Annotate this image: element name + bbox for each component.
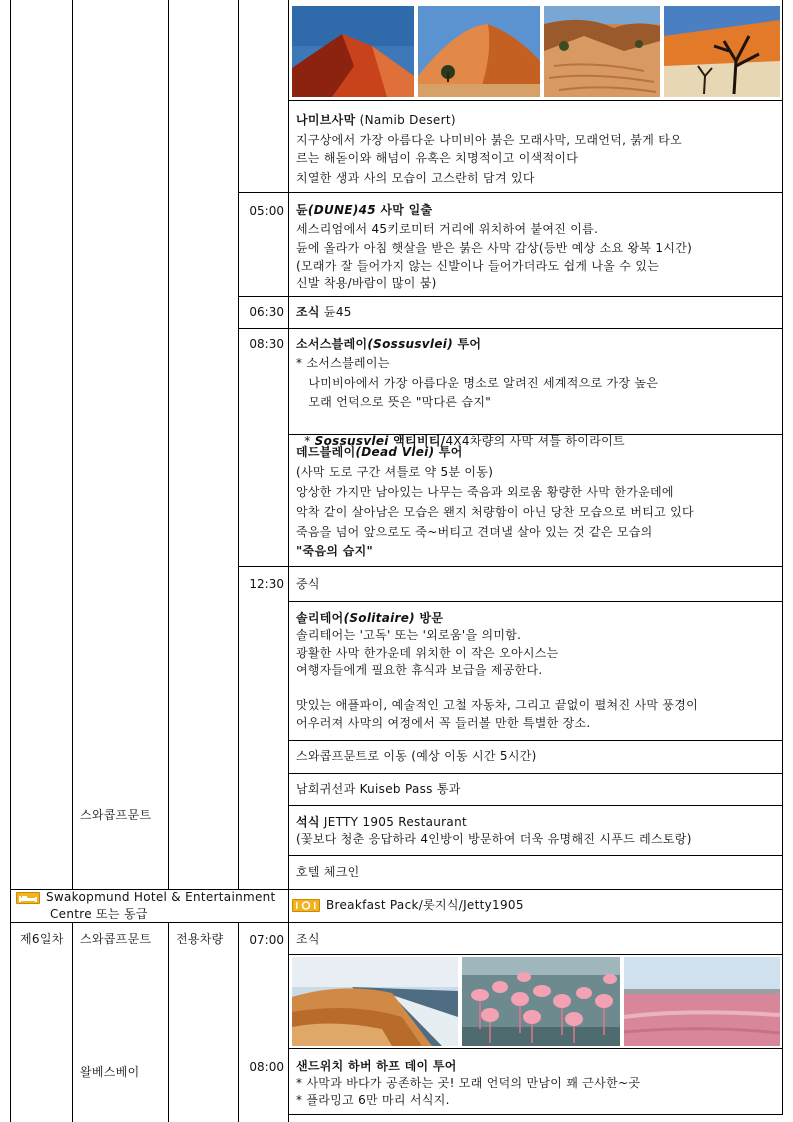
deadvlei-title-post: 투어 bbox=[434, 445, 463, 459]
row-divider bbox=[288, 773, 782, 774]
solitaire-title-post: 방문 bbox=[414, 611, 444, 625]
lunch-text: 중식 bbox=[296, 577, 320, 591]
sossusvlei-activity-desc: 4X4차량의 사막 셔틀 하이라이트 bbox=[445, 434, 625, 448]
row-divider bbox=[288, 601, 782, 602]
sossusvlei-title bbox=[296, 334, 481, 354]
flamingo-photo bbox=[462, 957, 620, 1046]
sossusvlei-title-em: (Sossusvlei) bbox=[367, 337, 453, 351]
dune45-title-pre: 듄 bbox=[296, 203, 308, 217]
city-swakopmund: 스와콥프문트 bbox=[80, 808, 152, 822]
deadvlei-title bbox=[296, 442, 463, 462]
day6-breakfast: 조식 bbox=[296, 932, 320, 946]
column-divider bbox=[72, 0, 73, 889]
solitaire-line: 솔리테어는 '고독' 또는 '외로움'을 의미함. bbox=[296, 628, 522, 642]
column-divider bbox=[168, 922, 169, 1122]
column-divider bbox=[238, 922, 239, 1122]
sossusvlei-line: 모래 언덕으로 뜻은 "막다른 습지" bbox=[296, 395, 492, 409]
day6-city: 스와콥프문트 bbox=[80, 932, 152, 946]
time-sossusvlei: 08:30 bbox=[249, 337, 284, 351]
namib-line: 르는 해돋이와 해넘이 유혹은 치명적이고 이색적이다 bbox=[296, 151, 579, 165]
sandwich-harbour-line: * 사막과 바다가 공존하는 곳! 모래 언덕의 만남이 꽤 근사한~곳 bbox=[296, 1076, 641, 1090]
dinner-label: 석식 bbox=[296, 815, 320, 829]
solitaire-line: 여행자들에게 필요한 휴식과 보급을 제공한다. bbox=[296, 663, 543, 677]
solitaire-title-pre: 솔리테어 bbox=[296, 611, 344, 625]
row-divider bbox=[288, 954, 782, 955]
sossusvlei-activity-label: 액티비티/ bbox=[388, 434, 446, 448]
namib-line: 지구상에서 가장 아름다운 나미비아 붉은 모래사막, 모래언덕, 붉게 타오 bbox=[296, 133, 683, 147]
namib-title-line bbox=[296, 110, 456, 130]
dune45-line: 듄에 올라가 아침 햇살을 받은 붉은 사막 감상(등반 예상 소요 왕복 1시간) bbox=[296, 241, 693, 255]
deadvlei-quote: "죽음의 습지" bbox=[296, 544, 374, 558]
time-lunch: 12:30 bbox=[249, 577, 284, 591]
time-dune45: 05:00 bbox=[249, 204, 284, 218]
column-divider bbox=[168, 0, 169, 889]
hotel-checkin: 호텔 체크인 bbox=[296, 865, 360, 879]
row-divider bbox=[288, 1048, 782, 1049]
row-divider bbox=[238, 566, 782, 567]
namib-title-en: (Namib Desert) bbox=[359, 113, 456, 127]
sossusvlei-line: * 소서스블레이는 bbox=[296, 356, 390, 370]
sandwich-harbour-photo bbox=[292, 957, 458, 1046]
row-divider bbox=[238, 328, 782, 329]
dune45-line: (모래가 잘 들어가지 않는 신발이나 들어가더라도 쉽게 나올 수 있는 bbox=[296, 259, 660, 273]
solitaire-line: 어우러져 사막의 여정에서 꼭 들러볼 만한 특별한 장소. bbox=[296, 716, 591, 730]
kuiseb-pass: 남회귀선과 Kuiseb Pass 통과 bbox=[296, 782, 461, 796]
row-divider bbox=[288, 100, 782, 101]
row-divider bbox=[238, 192, 782, 193]
solitaire-title-em: (Solitaire) bbox=[343, 611, 415, 625]
sossusvlei-line: 나미비아에서 가장 아름다운 명소로 알려진 세계적으로 가장 높은 bbox=[296, 376, 659, 390]
namib-photo-1 bbox=[292, 6, 414, 97]
hotel-bed-icon bbox=[16, 892, 40, 904]
row-divider bbox=[288, 740, 782, 741]
sossusvlei-title-post: 투어 bbox=[452, 337, 482, 351]
namib-photo-2 bbox=[418, 6, 540, 97]
pink-lake-photo bbox=[624, 957, 780, 1046]
time-breakfast: 06:30 bbox=[249, 305, 284, 319]
deadvlei-title-pre: 데드블레이 bbox=[296, 445, 356, 459]
table-border-right bbox=[782, 0, 783, 1115]
dune45-title-post: 사막 일출 bbox=[375, 203, 433, 217]
deadvlei-title-em: (Dead Vlei) bbox=[355, 445, 435, 459]
transport-type: 전용차량 bbox=[176, 932, 224, 946]
namib-photo-3 bbox=[544, 6, 660, 97]
dune45-line: 신발 착용/바람이 많이 붐) bbox=[296, 276, 437, 290]
namib-photo-4 bbox=[664, 6, 780, 97]
breakfast-title: 조식 bbox=[296, 305, 320, 319]
time-day6-breakfast: 07:00 bbox=[249, 933, 284, 947]
move-swakopmund: 스와콥프문트로 이동 (예상 이동 시간 5시간) bbox=[296, 749, 537, 763]
breakfast-place: 듄45 bbox=[323, 305, 352, 319]
sandwich-harbour-line: * 플라밍고 6만 마리 서식지. bbox=[296, 1093, 450, 1107]
namib-title: 나미브사막 bbox=[296, 113, 356, 127]
sossusvlei-activity-name: Sossusvlei bbox=[314, 434, 389, 448]
deadvlei-line: (사막 도로 구간 셔틀로 약 5분 이동) bbox=[296, 465, 494, 479]
time-sandwich-harbour: 08:00 bbox=[249, 1060, 284, 1074]
meals-info: Breakfast Pack/롯지식/Jetty1905 bbox=[326, 898, 524, 912]
column-divider bbox=[72, 922, 73, 1122]
dune45-title bbox=[296, 200, 432, 220]
sossusvlei-bullet: * bbox=[304, 434, 315, 448]
row-divider bbox=[288, 855, 782, 856]
city-walvisbay: 왈베스베이 bbox=[80, 1065, 140, 1079]
hotel-name-line2: Centre 또는 동급 bbox=[50, 907, 148, 921]
breakfast-row bbox=[296, 302, 352, 322]
namib-line: 치열한 생과 사의 모습이 고스란히 담겨 있다 bbox=[296, 171, 535, 185]
dinner-line: (꽃보다 청춘 응답하라 4인방이 방문하여 더욱 유명해진 시푸드 레스토랑) bbox=[296, 832, 692, 846]
deadvlei-line: 앙상한 가지만 남아있는 나무는 죽음과 외로움 황량한 사막 한가운데에 bbox=[296, 485, 674, 499]
meal-plate-icon bbox=[292, 899, 320, 912]
row-divider bbox=[288, 1114, 782, 1115]
table-border-left bbox=[10, 0, 11, 1122]
column-divider bbox=[238, 0, 239, 889]
row-divider bbox=[238, 296, 782, 297]
dinner-restaurant: JETTY 1905 Restaurant bbox=[319, 815, 467, 829]
sossusvlei-title-pre: 소서스블레이 bbox=[296, 337, 368, 351]
sandwich-harbour-title: 샌드위치 하버 하프 데이 투어 bbox=[296, 1059, 457, 1073]
dune45-title-em: (DUNE)45 bbox=[307, 203, 376, 217]
dune45-line: 세스리엄에서 45키로미터 거리에 위치하여 붙여진 이름. bbox=[296, 222, 599, 236]
day-number: 제6일차 bbox=[20, 932, 64, 946]
solitaire-line: 맛있는 애플파이, 예술적인 고철 자동차, 그리고 끝없이 펼쳐진 사막 풍경이 bbox=[296, 698, 699, 712]
hotel-name-line1: Swakopmund Hotel & Entertainment bbox=[46, 890, 276, 904]
deadvlei-line: 악착 같이 살아남은 모습은 왠지 처량함이 아닌 당찬 모습으로 버티고 있다 bbox=[296, 505, 694, 519]
deadvlei-line: 죽음을 넘어 앞으로도 죽~버티고 견뎌낼 살아 있는 것 같은 모습의 bbox=[296, 525, 653, 539]
solitaire-line: 광활한 사막 한가운데 위치한 이 작은 오아시스는 bbox=[296, 646, 559, 660]
row-divider bbox=[288, 805, 782, 806]
